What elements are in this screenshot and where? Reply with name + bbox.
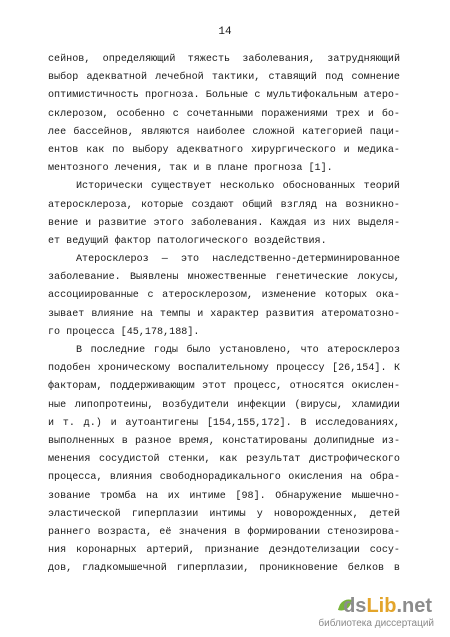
text-line: ментозного лечения, так и в плане прогноза [1]. — [48, 163, 333, 175]
text-line: выбор адекватной лечебной тактики, ставящий под сомнение — [48, 72, 400, 84]
text-line: зование тромба на их интиме [98]. Обнаружение мышечно- — [48, 490, 400, 502]
text-line: ные липопротеины, возбудители инфекции (вирусы, хламидии — [48, 399, 400, 411]
text-line: оптимистичность прогноза. Больные с мультифокальным атеро- — [48, 90, 400, 102]
text-line: менения сосудистой стенки, как результат дистрофического — [48, 454, 400, 466]
watermark-logo: dsLib.net — [343, 595, 432, 617]
text-line: зывает влияние на темпы и характер развития атероматозно- — [48, 308, 400, 320]
text-line: выполненных в разное время, констатированы долипидные из- — [48, 435, 400, 447]
watermark-caption: библиотека диссертаций — [318, 618, 434, 629]
text-line: го процесса [45,178,188]. — [48, 326, 200, 338]
page-number: 14 — [218, 26, 232, 38]
text-line: дов, гладкомышечной гиперплазии, проникновение белков в — [48, 563, 400, 575]
dslib-watermark[interactable] — [288, 595, 438, 629]
text-line: В последние годы было установлено, что атеросклероз — [76, 345, 400, 356]
text-line: раннего возраста, её значения в формировании стенозирова- — [48, 526, 400, 538]
text-line: склерозом, особенно с сочетанными поражениями трех и бо- — [48, 108, 400, 120]
text-line: ния коронарных артерий, признание деэндотелизации сосу- — [48, 545, 400, 557]
text-line: вение и развитие этого заболевания. Каждая из них выделя- — [48, 217, 400, 229]
text-line: факторам, поддерживающим этот процесс, относятся окислен- — [48, 381, 400, 393]
text-line: процесса, влияния свободнорадикального окисления на обра- — [48, 472, 400, 484]
text-line: Исторически существует несколько обоснованных теорий — [76, 181, 400, 193]
text-line: лее бассейнов, являются наиболее сложной категорией паци- — [48, 126, 400, 138]
text-line: ет ведущий фактор патологического воздействия. — [48, 235, 327, 247]
text-line: подобен хроническому воспалительному процессу [26,154]. К — [48, 363, 400, 375]
text-line: сейнов, определяющий тяжесть заболевания, затрудняющий — [48, 54, 400, 65]
text-line: атеросклероза, которые создают общий взгляд на возникно- — [48, 199, 400, 211]
text-line: и т. д.) и аутоантигены [154,155,172]. В исследованиях, — [48, 417, 400, 429]
text-line: Атеросклероз — это наследственно-детерминированное — [76, 254, 400, 266]
text-line: эластической гиперплазии интимы у новорожденных, детей — [48, 508, 400, 520]
body-text — [48, 51, 400, 578]
text-line: ассоциированные с атеросклерозом, изменение которых ока- — [48, 290, 400, 302]
text-line: заболевание. Выявлены множественные генетические локусы, — [48, 272, 400, 284]
text-line: ентов как по выбору адекватного хирургического и медика- — [48, 144, 400, 156]
